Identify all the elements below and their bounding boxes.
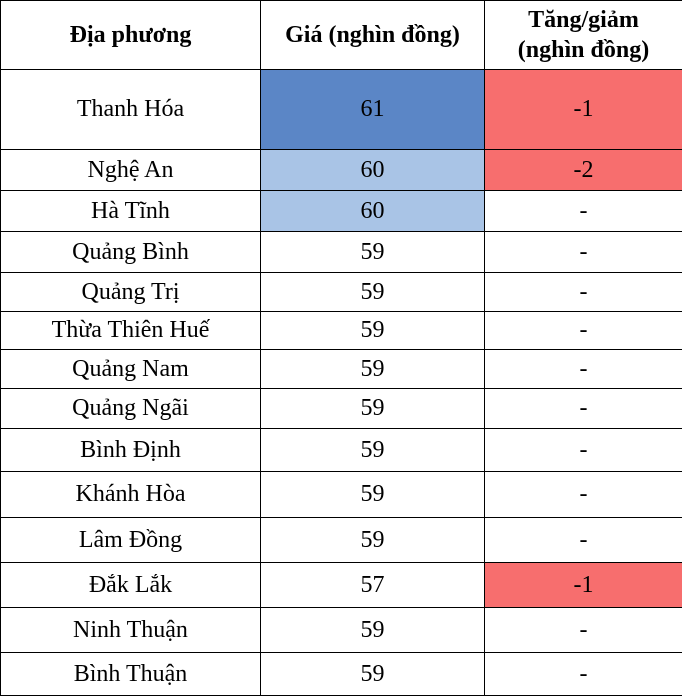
change-cell: -: [485, 232, 682, 273]
table-row: [1, 563, 682, 608]
price-cell: 59: [261, 350, 485, 389]
location-cell: Bình Định: [1, 429, 261, 472]
price-cell: 59: [261, 232, 485, 273]
table-header-row: [1, 1, 682, 70]
price-cell: 59: [261, 429, 485, 472]
price-cell: 59: [261, 518, 485, 563]
price-cell: 59: [261, 273, 485, 312]
table-row: [1, 518, 682, 563]
header-change-line2: (nghìn đồng): [517, 37, 650, 63]
location-cell: Quảng Nam: [1, 350, 261, 389]
location-cell: Khánh Hòa: [1, 472, 261, 518]
price-cell: 59: [261, 389, 485, 429]
price-cell: 59: [261, 472, 485, 518]
price-cell: 60: [261, 150, 485, 191]
header-change-line1: Tăng/giảm: [528, 7, 639, 33]
location-cell: Thanh Hóa: [1, 70, 261, 150]
location-cell: Hà Tĩnh: [1, 191, 261, 232]
location-cell: Quảng Ngãi: [1, 389, 261, 429]
change-cell: -2: [485, 150, 682, 191]
change-cell: -: [485, 518, 682, 563]
location-cell: Thừa Thiên Huế: [1, 312, 261, 350]
price-cell: 61: [261, 70, 485, 150]
table-row: [1, 429, 682, 472]
location-cell: Lâm Đồng: [1, 518, 261, 563]
price-cell: 57: [261, 563, 485, 608]
location-cell: Quảng Bình: [1, 232, 261, 273]
header-change: [485, 1, 682, 70]
location-cell: Đắk Lắk: [1, 563, 261, 608]
table-row: [1, 608, 682, 653]
location-cell: Nghệ An: [1, 150, 261, 191]
price-cell: 60: [261, 191, 485, 232]
change-cell: -: [485, 389, 682, 429]
change-cell: -: [485, 653, 682, 696]
price-cell: 59: [261, 608, 485, 653]
location-cell: Ninh Thuận: [1, 608, 261, 653]
change-cell: -: [485, 608, 682, 653]
header-price: Giá (nghìn đồng): [261, 1, 485, 70]
change-cell: -: [485, 312, 682, 350]
location-cell: Quảng Trị: [1, 273, 261, 312]
change-cell: -: [485, 472, 682, 518]
table-row: [1, 472, 682, 518]
change-cell: -: [485, 273, 682, 312]
change-cell: -1: [485, 70, 682, 150]
header-location: Địa phương: [1, 1, 261, 70]
change-cell: -: [485, 350, 682, 389]
table-row: [1, 70, 682, 150]
change-cell: -1: [485, 563, 682, 608]
table-row: [1, 232, 682, 273]
table-row: [1, 653, 682, 696]
table-row: [1, 389, 682, 429]
price-cell: 59: [261, 653, 485, 696]
table-row: [1, 150, 682, 191]
location-cell: Bình Thuận: [1, 653, 261, 696]
table-row: [1, 312, 682, 350]
table-row: [1, 273, 682, 312]
change-cell: -: [485, 191, 682, 232]
price-cell: 59: [261, 312, 485, 350]
table-row: [1, 191, 682, 232]
table-row: [1, 350, 682, 389]
change-cell: -: [485, 429, 682, 472]
